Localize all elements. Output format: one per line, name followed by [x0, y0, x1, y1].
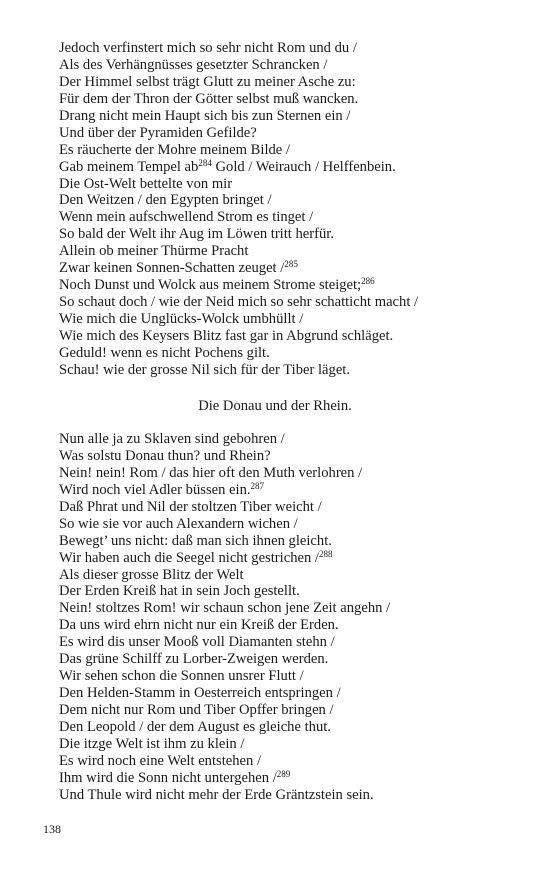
verse-line	[59, 499, 529, 516]
footnote-marker[interactable]: 289	[276, 768, 291, 779]
verse-text: Nein! stoltzes Rom! wir schaun schon jene Zeit angehn /	[59, 600, 391, 617]
verse-text: Wenn mein aufschwellend Strom es tinget /	[59, 209, 314, 226]
verse-line	[59, 753, 529, 770]
verse-text: Da uns wird ehrn nicht nur ein Kreiß der Erden.	[59, 617, 339, 634]
verse-line	[59, 311, 529, 328]
verse-text: Daß Phrat und Nil der stoltzen Tiber weicht /	[59, 498, 322, 515]
verse-text: Wie mich die Unglücks-Wolck umbhüllt /	[59, 311, 304, 327]
verse-text: Drang nicht mein Haupt sich bis zun Sternen ein /	[59, 107, 351, 124]
verse-text: So bald der Welt ihr Aug im Löwen tritt herfür.	[59, 226, 334, 243]
verse-text: Für dem der Thron der Götter selbst muß wancken.	[59, 90, 359, 107]
verse-text: Wie mich des Keysers Blitz fast gar in Abgrund schläget.	[59, 327, 394, 344]
verse-text: Den Helden-Stamm in Oesterreich entspringen /	[59, 685, 341, 702]
verse-text-continued: Gold / Weirauch / Helffenbein.	[211, 158, 396, 175]
verse-text: Den Leopold / der dem August es gleiche thut.	[59, 718, 331, 735]
verse-text: Allein ob meiner Thürme Pracht	[59, 243, 249, 260]
verse-text: Dem nicht nur Rom und Tiber Opffer bringen /	[59, 702, 334, 718]
verse-line	[59, 142, 529, 159]
verse-line	[59, 40, 529, 57]
verse-text: Nein! nein! Rom / das hier oft den Muth verlohren /	[59, 464, 363, 481]
poem-heading: Die Donau und der Rhein.	[198, 398, 352, 414]
verse-text: Zwar keinen Sonnen-Schatten zeuget /	[59, 260, 285, 277]
page-number: 138	[43, 822, 61, 836]
verse-text: Es räucherte der Mohre meinem Bilde /	[59, 141, 290, 158]
verse-text: Und über der Pyramiden Gefilde?	[59, 124, 257, 141]
verse-text: Geduld! wenn es nicht Pochens gilt.	[59, 344, 270, 361]
verse-line	[59, 192, 529, 209]
verse-line	[59, 448, 529, 465]
verse-line	[59, 260, 529, 277]
verse-text: Noch Dunst und Wolck aus meinem Strome steiget;	[59, 277, 362, 294]
verse-text: Die Ost-Welt bettelte von mir	[59, 175, 233, 192]
verse-line	[59, 600, 529, 617]
verse-line	[59, 516, 529, 533]
verse-text: Den Weitzen / den Egypten bringet /	[59, 192, 272, 209]
verse-text: Und Thule wird nicht mehr der Erde Gräntzstein sein.	[59, 786, 374, 803]
verse-line	[59, 685, 529, 702]
verse-line	[59, 294, 529, 311]
verse-line	[59, 465, 529, 482]
verse-line	[59, 159, 529, 176]
verse-text: Als dieser grosse Blitz der Welt	[59, 566, 244, 583]
verse-line	[59, 209, 529, 226]
verse-line	[59, 74, 529, 91]
verse-text: Jedoch verfinstert mich so sehr nicht Rom und du /	[59, 40, 357, 56]
verse-line	[59, 719, 529, 736]
verse-line	[59, 91, 529, 108]
verse-line	[59, 176, 529, 193]
verse-line	[59, 482, 529, 499]
verse-line	[59, 583, 529, 600]
verse-line	[59, 702, 529, 719]
verse-text: Schau! wie der grosse Nil sich für der Tiber läget.	[59, 361, 350, 378]
verse-text: Gab meinem Tempel ab	[59, 158, 199, 175]
verse-line	[59, 668, 529, 685]
verse-text: Wir sehen schon die Sonnen unsrer Flutt /	[59, 668, 304, 685]
verse-text: Das grüne Schilff zu Lorber-Zweigen werden.	[59, 651, 329, 668]
footnote-marker[interactable]: 287	[250, 480, 265, 491]
verse-line	[59, 550, 529, 567]
verse-text: Der Himmel selbst trägt Glutt zu meiner Asche zu:	[59, 73, 356, 90]
verse-text: Was solstu Donau thun? und Rhein?	[59, 447, 271, 464]
verse-line	[59, 277, 529, 294]
verse-text: Nun alle ja zu Sklaven sind gebohren /	[59, 431, 285, 447]
verse-line	[59, 770, 529, 787]
verse-line	[59, 108, 529, 125]
verse-text: Wir haben auch die Seegel nicht gestrichen /	[59, 549, 319, 566]
stanza-2	[59, 431, 529, 804]
verse-text: Die itzge Welt ist ihm zu klein /	[59, 735, 245, 752]
footnote-marker[interactable]: 288	[318, 548, 333, 559]
verse-line	[59, 533, 529, 550]
verse-text: Ihm wird die Sonn nicht untergehen /	[59, 769, 277, 786]
verse-line	[59, 634, 529, 651]
verse-text: Bewegt’ uns nicht: daß man sich ihnen gleicht.	[59, 532, 332, 549]
verse-text: Der Erden Kreiß hat in sein Joch gestellt.	[59, 583, 300, 600]
verse-line	[59, 243, 529, 260]
verse-text: Als des Verhängnüsses gesetzter Schrancken /	[59, 56, 328, 73]
verse-line	[59, 125, 529, 142]
verse-line	[59, 567, 529, 584]
verse-line	[59, 617, 529, 634]
verse-text: So schaut doch / wie der Neid mich so sehr schatticht macht /	[59, 294, 419, 311]
footnote-marker[interactable]: 286	[361, 276, 375, 287]
verse-text: Es wird noch eine Welt entstehen /	[59, 752, 262, 769]
verse-text: Wird noch viel Adler büssen ein.	[59, 481, 251, 498]
verse-text: So wie sie vor auch Alexandern wichen /	[59, 515, 298, 532]
verse-line	[59, 736, 529, 753]
verse-line	[59, 651, 529, 668]
footnote-marker[interactable]: 284	[198, 157, 212, 168]
verse-line	[59, 226, 529, 243]
verse-line	[59, 362, 529, 379]
verse-line	[59, 431, 529, 448]
verse-line	[59, 345, 529, 362]
footnote-marker[interactable]: 285	[284, 259, 298, 270]
verse-line	[59, 787, 529, 804]
verse-line	[59, 57, 529, 74]
verse-line	[59, 328, 529, 345]
stanza-1	[59, 40, 529, 379]
verse-text: Es wird dis unser Mooß voll Diamanten stehn /	[59, 634, 335, 651]
